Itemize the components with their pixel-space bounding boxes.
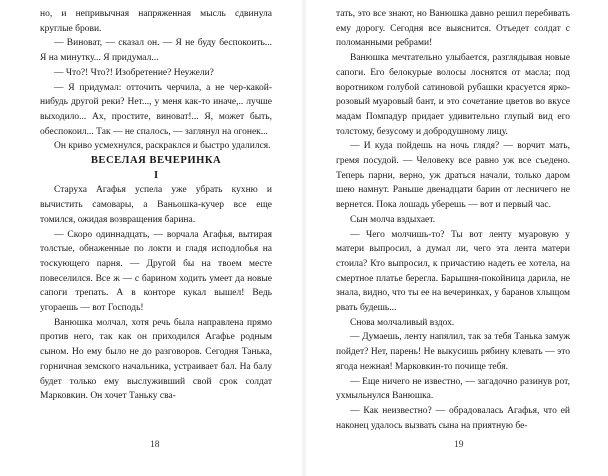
section-number: I xyxy=(153,169,159,181)
page-number: 18 xyxy=(150,440,160,450)
paragraph: — Виноват, — сказал он. — Я не буду беспокоить... Я на минутку... Я придумал... xyxy=(40,38,272,64)
paragraph: Ванюшка молчал, хотя речь была направлена прямо против него, так как он приходился Агафье родным сыном. Но ему было не до разговоров. Сегодня Танька, горничная земского начальника, устраивает бал. На балу будет только ему выслуживший свой срок солдат Марковкин. Он хочет Таньку сва- xyxy=(40,317,272,402)
paragraph: Старуха Агафья успела уже убрать кухню и вычистить самовары, а Ваньошка-кучер все еще томился, ожидая возвращения барина. xyxy=(40,185,272,225)
page-number: 19 xyxy=(454,440,464,450)
paragraph: — Еще ничего не известно, — загадочно разинув рот, ухмыльнулся Ванюшка. xyxy=(336,376,570,402)
left-page-text xyxy=(40,7,272,404)
paragraph: — Что?! Что?! Изобретение? Неужели? xyxy=(54,67,214,78)
right-page-text xyxy=(336,7,570,433)
chapter-title: ВЕСЕЛАЯ ВЕЧЕРИНКА xyxy=(90,155,222,167)
paragraph: Он криво усмехнулся, раскраклся и быстро удалился. xyxy=(54,141,271,152)
paragraph: — И куда пойдешь на ночь глядя? — ворчит мать, гремя посудой. — Человеку все равно уж все съедено. Теперь парни, верно, уж драться начали, только даром шею намнут. Раньше двенадцати барин от лесничего не вернется. Пока лошадь уберешь — вот и первый час. xyxy=(336,141,570,211)
paragraph: — Скоро одиннадцать, — ворчала Агафья, вытирая толстые, обнаженные по локти и гладя исподлобья на тоскующего парня. — Другой бы на твоем месте повеселился. Все ж — с барином ходить умеет да новые сапоги трепать. А в конторе кукал вышел! Ведь угораешь — вот Господь! xyxy=(40,229,272,314)
paragraph: тать, это все знают, но Ванюшка давно решил перебивать ему дорогу. Сегодня все выяснится. Отъедет солдат с поломанными ребрами! xyxy=(336,9,570,49)
paragraph: Ванюшка мечтательно улыбается, разглядывая новые сапоги. Его белокурые волосы лоснятся от масла; под воротником голубой сатиновой рубашки красуется ярко-розовый муаровый бант, и это сочетание цветов во вкусе мадам Помпадур придает удивительно глупый вид его толстому, безусому и добродушному лицу. xyxy=(336,53,570,137)
paragraph: Сын молча вздыхает. xyxy=(350,214,436,225)
paragraph: но, и непривычная напряженная мысль сдвинула круглые брови. xyxy=(40,9,272,34)
paragraph: — Как неизвестно? — обрадовалась Агафья, что ей наконец удалось вызвать сына на приятную бе- xyxy=(336,405,570,431)
paragraph: — Чего молчишь-то? Ты вот ленту муаровую у матери выпросил, а думал ли, чего эта лента матери стоила? Кто выпросил, к причастию надеть ее хотела, на смертное платье берегла. Барышня-покойница дарила, не знала, видно, что ты ее на вечеринках, у баранов хлыщом рвать будешь... xyxy=(336,229,570,314)
paragraph: — Думаешь, ленту напялил, так за тебя Танька замуж пойдет? Нет, парень! Не выкусишь рябину клевать — это ягода нежная! Марковкин-то почище тебя. xyxy=(336,332,570,372)
paragraph: Снова молчаливый вздох. xyxy=(350,317,455,328)
paragraph: — Я придумал: отточить черчила, а не чер-какой-нибудь другой реки? Нет..., у меня как-то иначе,.. лучше выходило... Ах, простите, виноват!... Я, может быть, обеспокоил... Так — не спалось, — заглянул на огонек... xyxy=(40,82,272,137)
